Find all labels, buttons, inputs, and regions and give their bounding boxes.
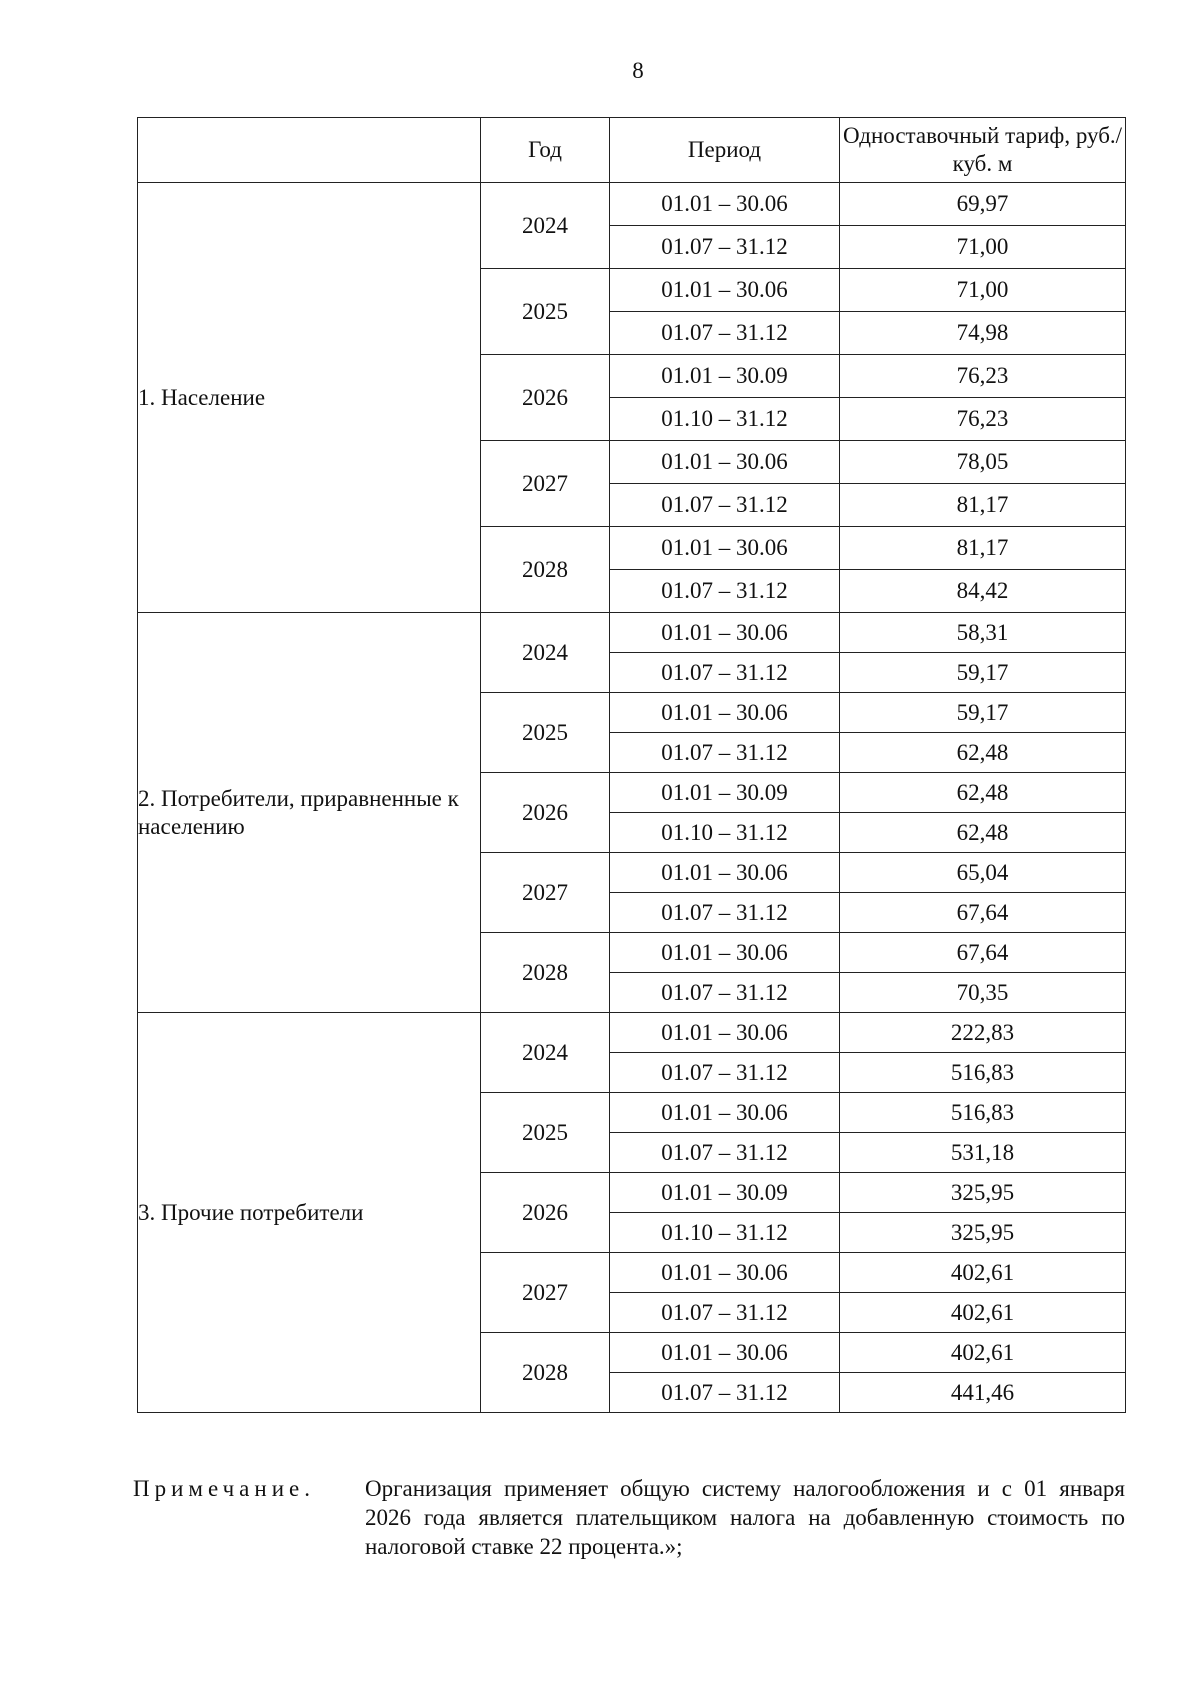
period-cell: 01.01 – 30.06 — [610, 613, 840, 653]
group-other-consumers — [138, 1013, 1126, 1413]
tariff-cell: 70,35 — [840, 973, 1126, 1013]
tariff-cell: 516,83 — [840, 1093, 1126, 1133]
period-cell: 01.01 – 30.06 — [610, 933, 840, 973]
year-cell: 2026 — [481, 355, 610, 441]
year-cell: 2028 — [481, 527, 610, 613]
header-row — [138, 118, 1126, 183]
year-cell: 2027 — [481, 1253, 610, 1333]
tariff-cell: 516,83 — [840, 1053, 1126, 1093]
tariff-cell: 84,42 — [840, 570, 1126, 613]
year-cell: 2027 — [481, 441, 610, 527]
tariff-cell: 325,95 — [840, 1213, 1126, 1253]
period-cell: 01.01 – 30.06 — [610, 441, 840, 484]
period-cell: 01.07 – 31.12 — [610, 1053, 840, 1093]
year-cell: 2026 — [481, 1173, 610, 1253]
tariff-cell: 76,23 — [840, 398, 1126, 441]
period-cell: 01.07 – 31.12 — [610, 893, 840, 933]
period-cell: 01.01 – 30.06 — [610, 1333, 840, 1373]
table-row — [138, 183, 1126, 226]
tariff-cell: 402,61 — [840, 1293, 1126, 1333]
tariff-cell: 325,95 — [840, 1173, 1126, 1213]
period-cell: 01.07 – 31.12 — [610, 973, 840, 1013]
tariff-cell: 67,64 — [840, 933, 1126, 973]
header-period: Период — [610, 118, 840, 183]
year-cell: 2026 — [481, 773, 610, 853]
tariff-table — [137, 117, 1126, 1413]
tariff-cell: 71,00 — [840, 269, 1126, 312]
period-cell: 01.07 – 31.12 — [610, 226, 840, 269]
header-category — [138, 118, 481, 183]
category-cell: 1. Население — [138, 183, 481, 613]
tariff-cell: 402,61 — [840, 1333, 1126, 1373]
header-year: Год — [481, 118, 610, 183]
year-cell: 2028 — [481, 933, 610, 1013]
table-header — [138, 118, 1126, 183]
table-row — [138, 613, 1126, 653]
note-label: Примечание. — [133, 1476, 315, 1501]
group-population — [138, 183, 1126, 613]
tariff-cell: 81,17 — [840, 484, 1126, 527]
year-cell: 2025 — [481, 269, 610, 355]
category-cell: 2. Потребители, приравненные к населению — [138, 613, 481, 1013]
period-cell: 01.07 – 31.12 — [610, 653, 840, 693]
tariff-cell: 441,46 — [840, 1373, 1126, 1413]
period-cell: 01.07 – 31.12 — [610, 570, 840, 613]
tariff-cell: 76,23 — [840, 355, 1126, 398]
tariff-cell: 59,17 — [840, 693, 1126, 733]
tariff-cell: 74,98 — [840, 312, 1126, 355]
period-cell: 01.01 – 30.06 — [610, 527, 840, 570]
period-cell: 01.07 – 31.12 — [610, 1373, 840, 1413]
tariff-cell: 62,48 — [840, 733, 1126, 773]
period-cell: 01.07 – 31.12 — [610, 484, 840, 527]
period-cell: 01.01 – 30.06 — [610, 1253, 840, 1293]
year-cell: 2025 — [481, 693, 610, 773]
period-cell: 01.01 – 30.09 — [610, 773, 840, 813]
period-cell: 01.07 – 31.12 — [610, 1293, 840, 1333]
year-cell: 2028 — [481, 1333, 610, 1413]
tariff-cell: 59,17 — [840, 653, 1126, 693]
tariff-cell: 65,04 — [840, 853, 1126, 893]
year-cell: 2024 — [481, 1013, 610, 1093]
period-cell: 01.01 – 30.09 — [610, 1173, 840, 1213]
period-cell: 01.07 – 31.12 — [610, 1133, 840, 1173]
tariff-cell: 58,31 — [840, 613, 1126, 653]
period-cell: 01.10 – 31.12 — [610, 398, 840, 441]
period-cell: 01.01 – 30.06 — [610, 183, 840, 226]
year-cell: 2027 — [481, 853, 610, 933]
period-cell: 01.01 – 30.06 — [610, 1093, 840, 1133]
period-cell: 01.01 – 30.06 — [610, 269, 840, 312]
year-cell: 2024 — [481, 183, 610, 269]
period-cell: 01.01 – 30.06 — [610, 1013, 840, 1053]
year-cell: 2025 — [481, 1093, 610, 1173]
tariff-cell: 67,64 — [840, 893, 1126, 933]
period-cell: 01.10 – 31.12 — [610, 1213, 840, 1253]
period-cell: 01.01 – 30.06 — [610, 693, 840, 733]
tariff-cell: 402,61 — [840, 1253, 1126, 1293]
period-cell: 01.07 – 31.12 — [610, 312, 840, 355]
tariff-cell: 78,05 — [840, 441, 1126, 484]
page-number: 8 — [632, 58, 644, 83]
header-tariff: Одноставочный тариф, руб./куб. м — [840, 118, 1126, 183]
tariff-cell: 62,48 — [840, 773, 1126, 813]
tariff-cell: 69,97 — [840, 183, 1126, 226]
period-cell: 01.07 – 31.12 — [610, 733, 840, 773]
note-text: Организация применяет общую систему налогообложения и с 01 января 2026 года является плательщиком налога на добавленную стоимость по налоговой ставке 22 процента.»; — [365, 1476, 1125, 1559]
period-cell: 01.10 – 31.12 — [610, 813, 840, 853]
period-cell: 01.01 – 30.06 — [610, 853, 840, 893]
group-equivalent-consumers — [138, 613, 1126, 1013]
category-cell: 3. Прочие потребители — [138, 1013, 481, 1413]
tariff-cell: 62,48 — [840, 813, 1126, 853]
tariff-cell: 531,18 — [840, 1133, 1126, 1173]
year-cell: 2024 — [481, 613, 610, 693]
tariff-cell: 81,17 — [840, 527, 1126, 570]
tariff-cell: 222,83 — [840, 1013, 1126, 1053]
tariff-cell: 71,00 — [840, 226, 1126, 269]
period-cell: 01.01 – 30.09 — [610, 355, 840, 398]
table-row — [138, 1013, 1126, 1053]
